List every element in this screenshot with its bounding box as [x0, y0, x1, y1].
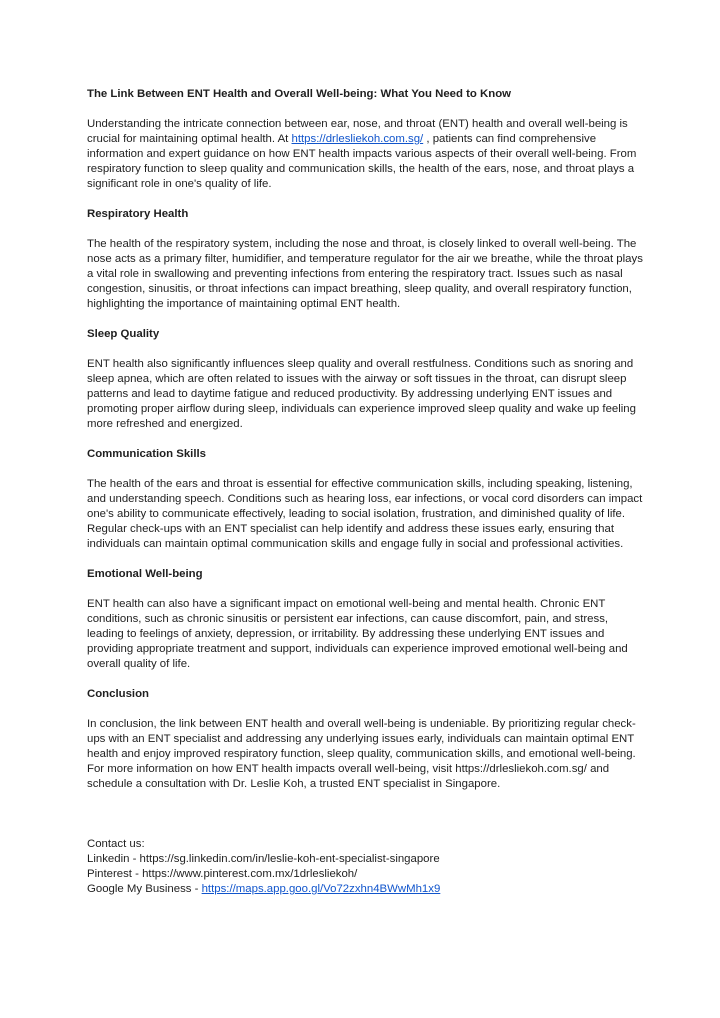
- section-body-respiratory: The health of the respiratory system, including the nose and throat, is closely linked to overall well-being. The nose acts as a primary filter, humidifier, and temperature regulator for the air we breathe, while the throat plays a vital role in swallowing and preventing infections from entering the respiratory tract. Issues such as nasal congestion, sinusitis, or throat infections can impact breathing, sleep quality, and overall respiratory function, highlighting the importance of maintaining optimal ENT health.: [87, 238, 643, 310]
- document-title: The Link Between ENT Health and Overall Well-being: What You Need to Know: [87, 88, 512, 100]
- intro-text-before-link: Understanding the intricate connection between ear, nose, and throat (ENT) health and overall well-being is crucial for maintaining optimal health. At: [87, 118, 628, 145]
- section-heading-respiratory: Respiratory Health: [87, 208, 189, 220]
- contact-label: Contact us:: [87, 838, 145, 850]
- section-body-sleep: ENT health also significantly influences sleep quality and overall restfulness. Conditions such as snoring and sleep apnea, which are often related to issues with the airway or soft tissues in the throat, can disrupt sleep patterns and lead to daytime fatigue and reduced productivity. By addressing underlying ENT issues and promoting proper airflow during sleep, individuals can experience improved sleep quality and wake up feeling more refreshed and energized.: [87, 358, 636, 430]
- gmb-link[interactable]: https://maps.app.goo.gl/Vo72zxhn4BWwMh1x9: [201, 883, 441, 895]
- contact-google-my-business: [87, 882, 647, 897]
- section-heading-emotional: Emotional Well-being: [87, 568, 203, 580]
- document-body: [87, 87, 647, 897]
- gmb-prefix: Google My Business -: [87, 883, 202, 895]
- blank-space: [87, 807, 647, 837]
- contact-pinterest: Pinterest - https://www.pinterest.com.mx/1drlesliekoh/: [87, 868, 358, 880]
- contact-block: [87, 837, 647, 897]
- section-body-emotional: ENT health can also have a significant impact on emotional well-being and mental health. Chronic ENT conditions, such as chronic sinusitis or persistent ear infections, can cause discomfort, pain, and stress, leading to feelings of anxiety, depression, or irritability. By addressing these underlying ENT issues and providing appropriate treatment and support, individuals can experience improved emotional well-being and overall quality of life.: [87, 598, 628, 670]
- section-heading-conclusion: Conclusion: [87, 688, 150, 700]
- section-heading-communication: Communication Skills: [87, 448, 206, 460]
- section-body-conclusion: In conclusion, the link between ENT health and overall well-being is undeniable. By prioritizing regular check-ups with an ENT specialist and addressing any underlying issues early, individuals can maintain optimal ENT health and enjoy improved respiratory function, sleep quality, communication skills, and emotional well-being. For more information on how ENT health impacts overall well-being, visit https://drlesliekoh.com.sg/ and schedule a consultation with Dr. Leslie Koh, a trusted ENT specialist in Singapore.: [87, 718, 636, 790]
- contact-linkedin: Linkedin - https://sg.linkedin.com/in/leslie-koh-ent-specialist-singapore: [87, 853, 440, 865]
- intro-paragraph: [87, 117, 647, 192]
- section-body-communication: The health of the ears and throat is essential for effective communication skills, including speaking, listening, and understanding speech. Conditions such as hearing loss, ear infections, or vocal cord disorders can impact one's ability to communicate effectively, leading to social isolation, frustration, and diminished quality of life. Regular check-ups with an ENT specialist can help identify and address these issues early, ensuring that individuals can maintain optimal communication skills and engage fully in social and professional activities.: [87, 478, 643, 550]
- section-heading-sleep: Sleep Quality: [87, 328, 160, 340]
- website-link[interactable]: https://drlesliekoh.com.sg/: [291, 133, 424, 145]
- intro-text-after-link: , patients can find comprehensive information and expert guidance on how ENT health impacts various aspects of their overall well-being. From respiratory function to sleep quality and communication skills, the health of the ears, nose, and throat plays a significant role in one's quality of life.: [87, 133, 637, 190]
